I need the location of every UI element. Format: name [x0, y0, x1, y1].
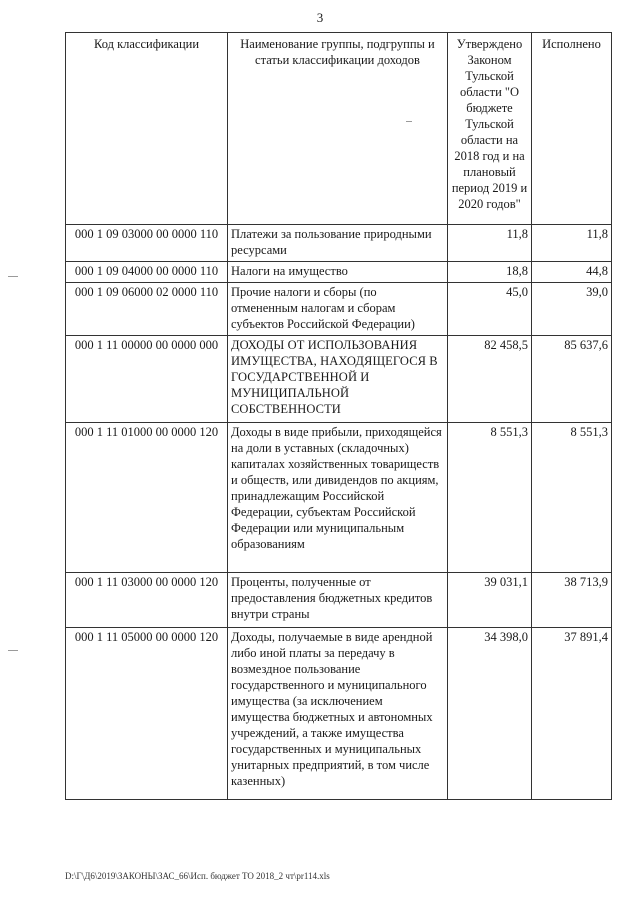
row-name: Доходы, получаемые в виде арендной либо иной платы за передачу в возмездное пользование государственного и муниципального имущества (за исключением имущества бюджетных и автономных учреждений, а также имущества государственных и муниципальных унитарных предприятий, в том числе казенных) [228, 628, 448, 800]
row-code: 000 1 09 04000 00 0000 110 [66, 262, 228, 283]
row-executed: 8 551,3 [532, 423, 612, 573]
row-code: 000 1 11 03000 00 0000 120 [66, 573, 228, 628]
row-code: 000 1 11 05000 00 0000 120 [66, 628, 228, 800]
row-code: 000 1 11 00000 00 0000 000 [66, 336, 228, 423]
row-name: Платежи за пользование природными ресурсами [228, 225, 448, 262]
table-row [66, 283, 612, 336]
row-executed: 44,8 [532, 262, 612, 283]
table-row [66, 225, 612, 262]
table-row [66, 423, 612, 573]
row-executed: 85 637,6 [532, 336, 612, 423]
scan-artifact [406, 121, 412, 122]
row-approved: 8 551,3 [448, 423, 532, 573]
row-approved: 82 458,5 [448, 336, 532, 423]
row-approved: 34 398,0 [448, 628, 532, 800]
row-name: Прочие налоги и сборы (по отмененным налогам и сборам субъектов Российской Федерации) [228, 283, 448, 336]
row-name: Проценты, полученные от предоставления бюджетных кредитов внутри страны [228, 573, 448, 628]
row-approved: 18,8 [448, 262, 532, 283]
row-executed: 39,0 [532, 283, 612, 336]
table-row [66, 336, 612, 423]
header-executed: Исполнено [532, 33, 612, 225]
row-code: 000 1 09 03000 00 0000 110 [66, 225, 228, 262]
row-code: 000 1 11 01000 00 0000 120 [66, 423, 228, 573]
row-name: Налоги на имущество [228, 262, 448, 283]
row-name: ДОХОДЫ ОТ ИСПОЛЬЗОВАНИЯ ИМУЩЕСТВА, НАХОДЯЩЕГОСЯ В ГОСУДАРСТВЕННОЙ И МУНИЦИПАЛЬНОЙ СОБСТВЕННОСТИ [228, 336, 448, 423]
row-executed: 11,8 [532, 225, 612, 262]
row-approved: 45,0 [448, 283, 532, 336]
footer-file-path: D:\Г\Д6\2019\ЗАКОНЫ\ЗАС_66\Исп. бюджет ТО 2018_2 чт\pr114.xls [65, 871, 330, 881]
revenue-table [65, 32, 612, 800]
header-approved: Утверждено Законом Тульской области "О бюджете Тульской области на 2018 год и на плановый период 2019 и 2020 годов" [448, 33, 532, 225]
table-header-row [66, 33, 612, 225]
row-name: Доходы в виде прибыли, приходящейся на доли в уставных (складочных) капиталах хозяйственных товариществ и обществ, или дивидендов по акциям, принадлежащим Российской Федерации, субъектам Российской Федерации или муниципальным образованиям [228, 423, 448, 573]
row-executed: 37 891,4 [532, 628, 612, 800]
table-row [66, 262, 612, 283]
scan-artifact [8, 276, 18, 277]
row-approved: 39 031,1 [448, 573, 532, 628]
row-executed: 38 713,9 [532, 573, 612, 628]
row-code: 000 1 09 06000 02 0000 110 [66, 283, 228, 336]
row-approved: 11,8 [448, 225, 532, 262]
header-code: Код классификации [66, 33, 228, 225]
header-name: Наименование группы, подгруппы и статьи классификации доходов [228, 33, 448, 225]
page-number: 3 [316, 10, 324, 25]
scan-artifact [8, 650, 18, 651]
table-row [66, 628, 612, 800]
table-row [66, 573, 612, 628]
